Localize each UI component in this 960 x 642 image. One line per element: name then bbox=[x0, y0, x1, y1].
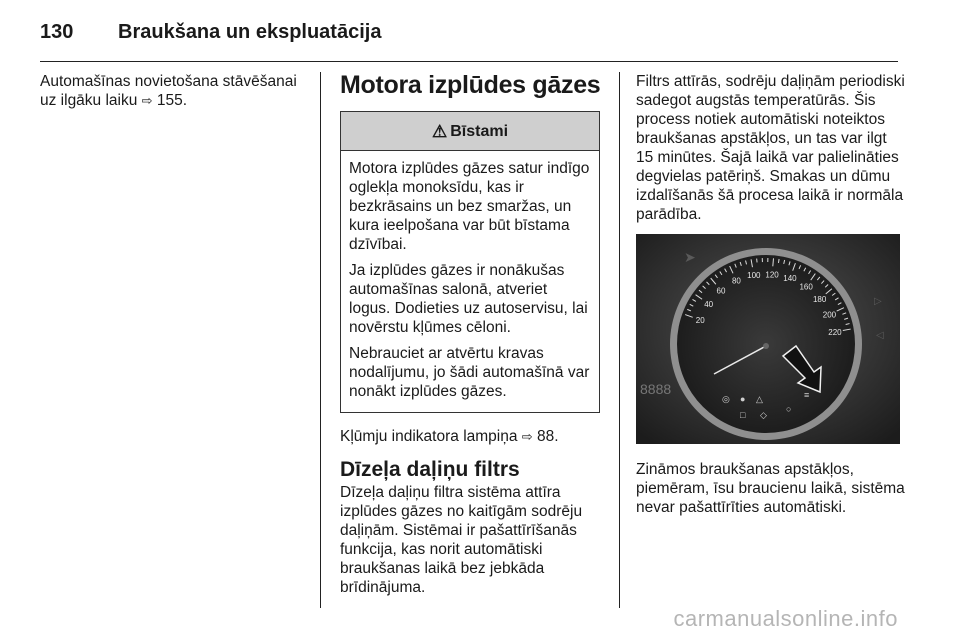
warning-paragraph: Motora izplūdes gāzes satur indīgo oglekļa monoksīdu, kas ir bezkrāsains un bez smaržas, un kura ieelpošana var būt bīstama dzīvībai. bbox=[349, 160, 590, 253]
column-divider bbox=[619, 72, 620, 608]
speedometer-illustration bbox=[636, 234, 900, 444]
indicator-reference-text: Kļūmju indikatora lampiņa bbox=[340, 428, 518, 445]
warning-body bbox=[341, 151, 599, 412]
indicator-reference-page[interactable]: 88. bbox=[537, 428, 559, 445]
subsection-title: Dīzeļa daļiņu filtrs bbox=[340, 458, 520, 481]
gauge-label: 160 bbox=[799, 282, 813, 292]
instrument-cluster-photo bbox=[636, 234, 900, 444]
gauge-label: 100 bbox=[747, 271, 761, 281]
warning-header bbox=[341, 112, 599, 151]
parking-reference-text: Automašīnas novietošana stāvēšanai uz ilgāku laiku bbox=[40, 73, 297, 109]
warning-paragraph: Ja izplūdes gāzes ir nonākušas automašīnas salonā, atveriet logus. Dodieties uz autoservisu, lai novērstu kļūmes cēloni. bbox=[349, 262, 588, 336]
warning-triangle-icon: ⚠ bbox=[431, 121, 448, 141]
column-left bbox=[40, 72, 310, 122]
indicator-icon: ◁ bbox=[876, 330, 884, 341]
gauge-label: 60 bbox=[716, 286, 726, 296]
gauge-label: 180 bbox=[812, 295, 827, 305]
watermark: carmanualsonline.info bbox=[673, 606, 898, 631]
page-ref-arrow-icon: ⇨ bbox=[141, 93, 153, 108]
column-divider bbox=[320, 72, 321, 608]
page-ref-arrow-icon: ⇨ bbox=[521, 429, 533, 444]
warning-light-icon: ● bbox=[740, 394, 746, 404]
parking-reference-page[interactable]: 155. bbox=[156, 92, 188, 109]
page-number: 130 bbox=[40, 20, 74, 43]
header-divider bbox=[40, 61, 898, 62]
gauge-label: 20 bbox=[695, 316, 705, 326]
warning-light-icon: △ bbox=[756, 394, 763, 404]
dpf-warning-light-icon: ≡ bbox=[804, 390, 810, 400]
parking-reference bbox=[40, 72, 310, 110]
column-right bbox=[636, 72, 906, 529]
gauge-label: 80 bbox=[731, 276, 741, 286]
filter-paragraph: Filtrs attīrās, sodrēju daļiņām periodiski sadegot augstās temperatūrās. Šis process notiek automātiski noteiktos braukšanas apstākļos, un tas var ilgt 15 minūtes. Šajā laikā var palielināties degvielas patēriņš. Smakas un dūmu izdalīšanās šā procesa laikā ir normāla parādība. bbox=[636, 73, 905, 223]
gauge-label: 40 bbox=[704, 299, 714, 309]
gauge-tick bbox=[773, 258, 774, 266]
page-header bbox=[40, 12, 381, 52]
warning-light-icon: □ bbox=[740, 410, 746, 420]
gauge-label: 140 bbox=[783, 274, 797, 284]
warning-heading: Bīstami bbox=[450, 122, 509, 140]
warning-light-icon: ◎ bbox=[722, 394, 730, 404]
warning-box bbox=[340, 111, 600, 413]
gauge-tick bbox=[778, 259, 779, 263]
warning-light-icon: ○ bbox=[786, 404, 792, 414]
warning-light-icon: ◇ bbox=[760, 410, 767, 420]
indicator-reference bbox=[340, 427, 602, 446]
conditions-paragraph: Zināmos braukšanas apstākļos, piemēram, īsu braucienu laikā, sistēma nevar pašattīrīties automātiski. bbox=[636, 461, 905, 516]
column-middle bbox=[340, 72, 602, 609]
section-title: Motora izplūdes gāzes bbox=[340, 71, 601, 99]
indicator-icon: ▷ bbox=[874, 296, 882, 307]
warning-paragraph: Nebrauciet ar atvērtu kravas nodalījumu, jo šādi automašīnā var nonākt izplūdes gāzes. bbox=[349, 345, 590, 400]
gauge-label: 220 bbox=[828, 327, 842, 337]
gauge-label: 120 bbox=[765, 270, 779, 280]
subsection-paragraph: Dīzeļa daļiņu filtra sistēma attīra izplūdes gāzes no kaitīgām sodrēju daļiņām. Sistēmai ir pašattīrīšanās funkcija, kas norit automātiski braukšanas laikā bez jebkāda brīdinājuma. bbox=[340, 484, 583, 596]
chapter-title: Braukšana un ekspluatācija bbox=[118, 20, 382, 43]
gauge-label: 200 bbox=[822, 310, 837, 320]
odometer-display: 8888 bbox=[640, 381, 672, 397]
turn-signal-icon: ➤ bbox=[684, 249, 696, 265]
